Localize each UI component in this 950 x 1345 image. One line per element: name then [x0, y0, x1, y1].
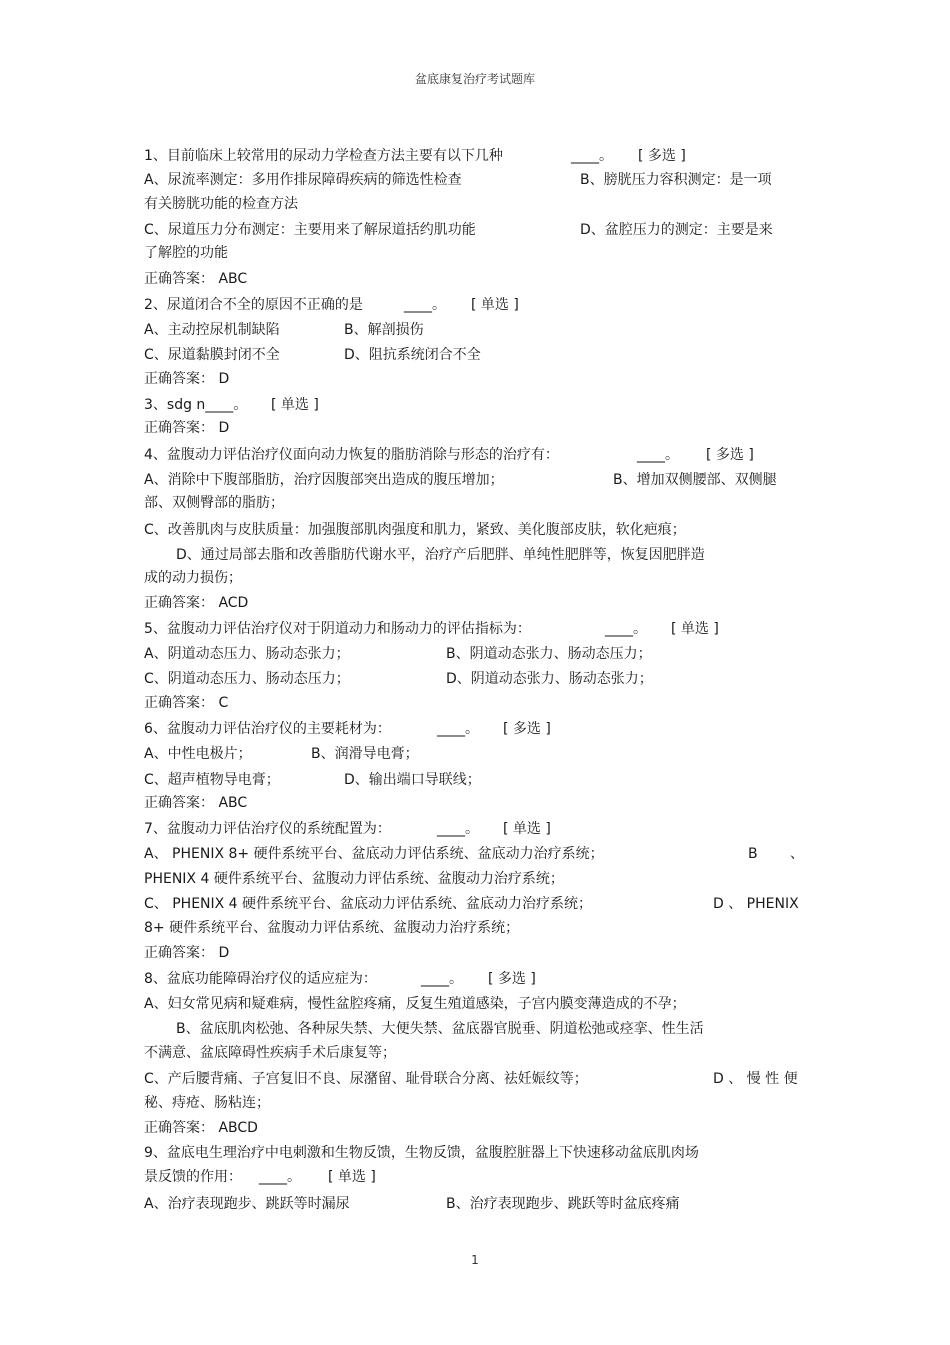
answer-blank: ____。 [421, 971, 463, 987]
correct-answer: 正确答案： C [144, 695, 229, 711]
option-a: A、主动控尿机制缺陷 [144, 322, 280, 338]
question-9: 9、盆底电生理治疗中电刺激和生物反馈，生物反馈，盆腹腔脏器上下快速移动盆底肌肉场 [144, 1145, 699, 1161]
option-d: D、阻抗系统闭合不全 [344, 347, 481, 363]
option-d: D 、 PHENIX [713, 896, 799, 912]
option-b-cont: 部、双侧臀部的脂肪； [144, 495, 284, 511]
question-5: 5、盆腹动力评估治疗仪对于阴道动力和肠动力的评估指标为： [144, 621, 531, 637]
option-a: A、消除中下腹部脂肪，治疗因腹部突出造成的腹压增加； [144, 472, 504, 488]
option-b: B、治疗表现跑步、跳跃等时盆底疼痛 [446, 1196, 680, 1212]
answer-blank: ____。 [259, 1169, 301, 1185]
option-d: D 、 慢 性 便 [713, 1071, 798, 1087]
option-d: D、通过局部去脂和改善脂肪代谢水平，治疗产后肥胖、单纯性肥胖等，恢复因肥胖造 [176, 547, 705, 563]
question-type: [ 多选 ] [706, 447, 754, 463]
option-b-sep: 、 [790, 846, 804, 862]
option-c: C、 PHENIX 4 硬件系统平台、盆底动力评估系统、盆底动力治疗系统； [144, 896, 593, 912]
option-b-label: B [748, 846, 758, 862]
option-d: D、输出端口导联线； [344, 772, 481, 788]
option-b: B、盆底肌肉松弛、各种尿失禁、大便失禁、盆底器官脱垂、阴道松弛或痉挛、性生活 [176, 1021, 704, 1037]
option-b-cont: 不满意、盆底障碍性疾病手术后康复等； [144, 1045, 396, 1061]
option-a: A、尿流率测定：多用作排尿障碍疾病的筛选性检查 [144, 172, 462, 188]
question-3: 3、sdg n____。 [144, 397, 248, 413]
answer-blank: ____。 [637, 447, 679, 463]
correct-answer: 正确答案： D [144, 371, 230, 387]
option-a: A、中性电极片； [144, 746, 252, 762]
option-b-cont: 有关膀胱功能的检查方法 [144, 196, 298, 212]
correct-answer: 正确答案： ABC [144, 271, 248, 287]
option-c: C、阴道动态压力、肠动态压力； [144, 671, 350, 687]
page-number: 1 [471, 1253, 479, 1267]
question-type: [ 单选 ] [671, 621, 719, 637]
option-b: PHENIX 4 硬件系统平台、盆腹动力评估系统、盆腹动力治疗系统； [144, 871, 564, 887]
option-a: A、阴道动态压力、肠动态张力； [144, 646, 350, 662]
question-9-cont: 景反馈的作用： [144, 1169, 242, 1185]
option-d: D、阴道动态张力、肠动态张力； [446, 671, 653, 687]
answer-blank: ____。 [404, 297, 446, 313]
page-header: 盆底康复治疗考试题库 [414, 72, 535, 86]
option-a: A、治疗表现跑步、跳跃等时漏尿 [144, 1196, 350, 1212]
correct-answer: 正确答案： D [144, 945, 230, 961]
correct-answer: 正确答案： ACD [144, 595, 249, 611]
option-a: A、妇女常见病和疑难病，慢性盆腔疼痛，反复生殖道感染，子宫内膜变薄造成的不孕； [144, 996, 686, 1012]
option-b: B、润滑导电膏； [311, 746, 419, 762]
question-type: [ 多选 ] [638, 148, 686, 164]
question-4: 4、盆腹动力评估治疗仪面向动力恢复的脂肪消除与形态的治疗有： [144, 447, 559, 463]
option-d: D、盆腔压力的测定：主要是来 [580, 222, 773, 238]
option-b: B、阴道动态张力、肠动态压力； [446, 646, 652, 662]
option-c: C、产后腰背痛、子宫复旧不良、尿潴留、耻骨联合分离、祛妊娠纹等； [144, 1071, 588, 1087]
question-type: [ 单选 ] [503, 821, 551, 837]
question-text: 1、目前临床上较常用的尿动力学检查方法主要有以下几种 [144, 148, 503, 164]
option-c: C、超声植物导电膏； [144, 772, 280, 788]
question-type: [ 单选 ] [328, 1169, 376, 1185]
question-8: 8、盆底功能障碍治疗仪的适应症为： [144, 971, 377, 987]
answer-blank: ____。 [437, 721, 479, 737]
option-d-cont: 了解腔的功能 [144, 245, 228, 261]
question-type: [ 单选 ] [271, 397, 319, 413]
question-2: 2、尿道闭合不全的原因不正确的是 [144, 297, 363, 313]
answer-blank: ____。 [605, 621, 647, 637]
correct-answer: 正确答案： D [144, 420, 230, 436]
question-type: [ 多选 ] [503, 721, 551, 737]
question-6: 6、盆腹动力评估治疗仪的主要耗材为： [144, 721, 391, 737]
option-b: B、膀胱压力容积测定：是一项 [580, 172, 772, 188]
question-type: [ 多选 ] [488, 971, 536, 987]
correct-answer: 正确答案： ABCD [144, 1120, 258, 1136]
correct-answer: 正确答案： ABC [144, 795, 248, 811]
option-a: A、 PHENIX 8+ 硬件系统平台、盆底动力评估系统、盆底动力治疗系统； [144, 846, 604, 862]
option-b: B、增加双侧腰部、双侧腿 [613, 472, 777, 488]
option-d-cont: 成的动力损伤； [144, 570, 242, 586]
answer-blank: ____。 [571, 148, 613, 164]
question-7: 7、盆腹动力评估治疗仪的系统配置为： [144, 821, 391, 837]
answer-blank: ____。 [437, 821, 479, 837]
question-1 [144, 147, 503, 165]
option-c: C、尿道黏膜封闭不全 [144, 347, 280, 363]
option-d-cont: 秘、痔疮、肠粘连； [144, 1095, 270, 1111]
option-c: C、尿道压力分布测定：主要用来了解尿道括约肌功能 [144, 222, 476, 238]
question-type: [ 单选 ] [471, 297, 519, 313]
option-b: B、解剖损伤 [344, 322, 424, 338]
option-d-cont: 8+ 硬件系统平台、盆腹动力评估系统、盆腹动力治疗系统； [144, 920, 520, 936]
option-c: C、改善肌肉与皮肤质量：加强腹部肌肉强度和肌力，紧致、美化腹部皮肤，软化疤痕； [144, 522, 686, 538]
